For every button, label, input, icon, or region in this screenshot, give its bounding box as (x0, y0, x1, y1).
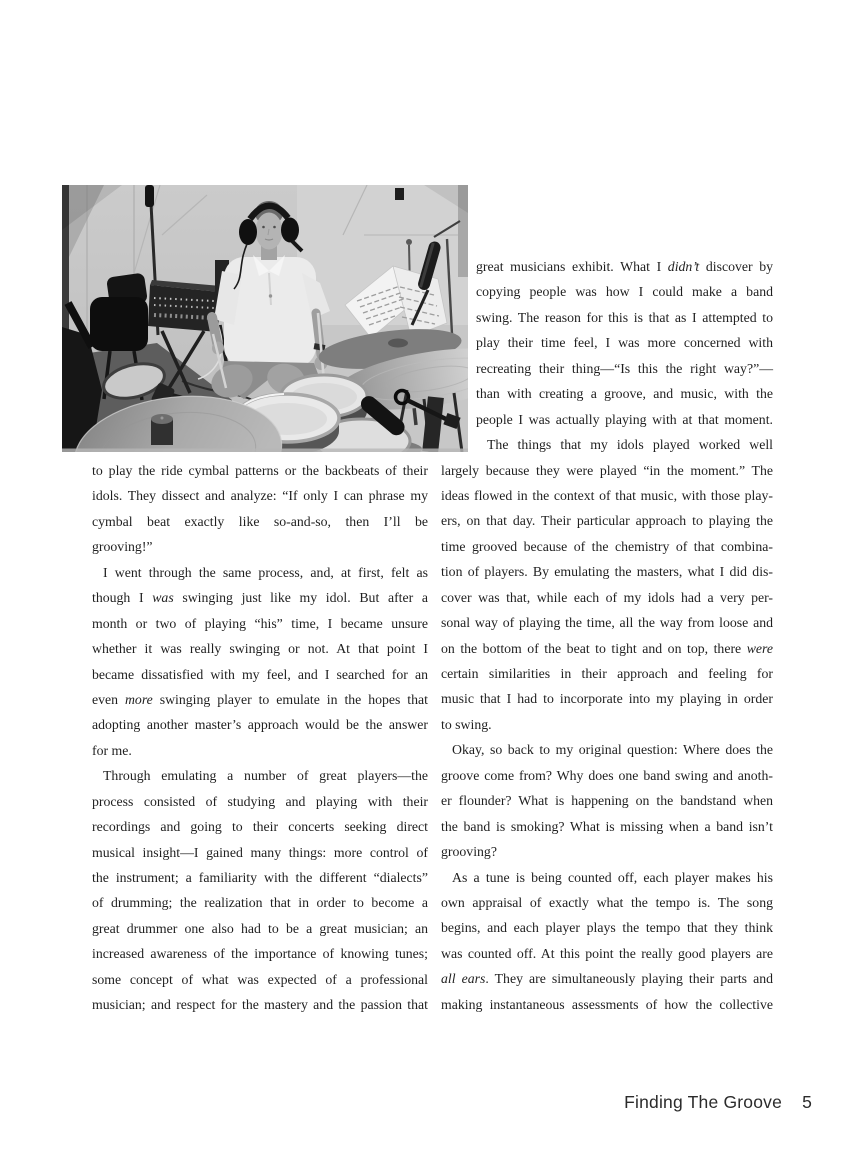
text-line: of drumming; the realization that in order to become a (92, 895, 428, 911)
text-line: the instrument; a familiarity with the different “dialects” (92, 870, 428, 885)
text-line: tion of players. By emulating the masters, what I did dis- (441, 564, 773, 580)
text-line: idols. They dissect and analyze: “If only I can phrase my (92, 488, 428, 504)
text-line: to swing. (441, 716, 492, 732)
text-line: grooving? (441, 844, 497, 860)
text-line: I went through the same process, and, at first, felt as (103, 564, 428, 580)
text-line: than with creating a groove, and music, with the (476, 386, 773, 402)
headphone-right-cup (281, 218, 299, 243)
text-line: time grooved because of the chemistry of that combina- (441, 538, 773, 554)
right-column-below-photo (441, 458, 773, 1018)
text-line: ideas flowed in the context of that music, with those play- (441, 487, 773, 503)
text-line: own appraisal of exactly what the tempo is. The song (441, 894, 773, 910)
text-line: cymbal beat exactly like so-and-so, then I’ll be (92, 513, 428, 529)
text-line: The things that my idols played worked well (487, 437, 773, 453)
text-line: process consisted of studying and playing with their (92, 793, 428, 809)
text-line: er flounder? What is happening on the bandstand when (441, 793, 773, 809)
page-footer (624, 1092, 812, 1116)
right-column (441, 254, 773, 1017)
headphone-left-cup (239, 219, 257, 245)
text-line: all ears. They are simultaneously playing their parts and (441, 971, 774, 987)
text-line: though I was swinging just like my idol. But after a (92, 590, 428, 606)
book-title: Finding The Groove (624, 1092, 783, 1112)
studio-photo (62, 185, 468, 452)
studio-photo-art (62, 185, 468, 452)
text-line: people I was actually playing with at that moment. (476, 411, 773, 427)
text-line: cover was that, while each of my idols had a very per- (441, 589, 773, 605)
text-line: certain similarities in their approach and feeling for (441, 666, 773, 681)
text-line: great musicians exhibit. What I didn’t discover by (476, 259, 773, 274)
text-line: for me. (92, 742, 132, 758)
text-line: ers, on that day. Their particular approach to playing the (441, 513, 773, 529)
text-line: the band is smoking? What is missing when a band isn’t (441, 818, 773, 834)
text-line: As a tune is being counted off, each player makes his (452, 869, 773, 885)
text-line: musical insight—I gained many things: more control of (92, 844, 428, 860)
text-line: increased awareness of the importance of knowing tunes; (92, 946, 428, 962)
text-line: was counted off. At this point the really good players are (441, 945, 773, 961)
text-line: groove come from? Why does one band swing and anoth- (441, 767, 773, 783)
text-line: whether it was really swinging or not. At that point I (92, 641, 428, 657)
text-line: begins, and each player plays the tempo that they think (441, 920, 773, 936)
text-line: play their time feel, I was more concerned with (476, 335, 773, 351)
text-line: great drummer one also had to be a great musician; an (92, 920, 428, 936)
text-line: Through emulating a number of great players—the (103, 768, 428, 784)
text-line: adopting another master’s approach would be the answer (92, 717, 428, 733)
text-line: copying people was how I could make a band (476, 284, 773, 300)
text-line: music that I had to incorporate into my playing in order (441, 691, 773, 707)
text-line: month or two of playing “his” time, I became unsure (92, 615, 428, 631)
left-column (92, 458, 428, 1018)
text-line: musician; and respect for the mastery and the passion that (92, 997, 428, 1013)
text-line: on the bottom of the beat to tight and on top, there were (441, 640, 773, 656)
text-line: swing. The reason for this is that as I attempted to (476, 309, 773, 325)
text-line: became dissatisfied with my feel, and I searched for an (92, 666, 428, 682)
text-line: recreating their thing—“Is this the right way?”— (476, 360, 773, 376)
text-line: some concept of what was expected of a professional (92, 971, 428, 987)
text-line: even more swinging player to emulate in the hopes that (92, 691, 428, 707)
text-line: largely because they were played “in the moment.” The (441, 462, 773, 478)
right-column-beside-photo (441, 254, 773, 458)
text-line: to play the ride cymbal patterns or the backbeats of their (92, 463, 428, 478)
text-line: sonal way of playing the time, all the way from loose and (441, 615, 773, 631)
text-line: Okay, so back to my original question: Where does the (452, 742, 773, 758)
text-line: making instantaneous assessments of how the collective (441, 996, 773, 1012)
text-line: grooving!” (92, 539, 153, 555)
text-line: recordings and going to their concerts seeking direct (92, 819, 428, 835)
page-number: 5 (802, 1092, 812, 1112)
